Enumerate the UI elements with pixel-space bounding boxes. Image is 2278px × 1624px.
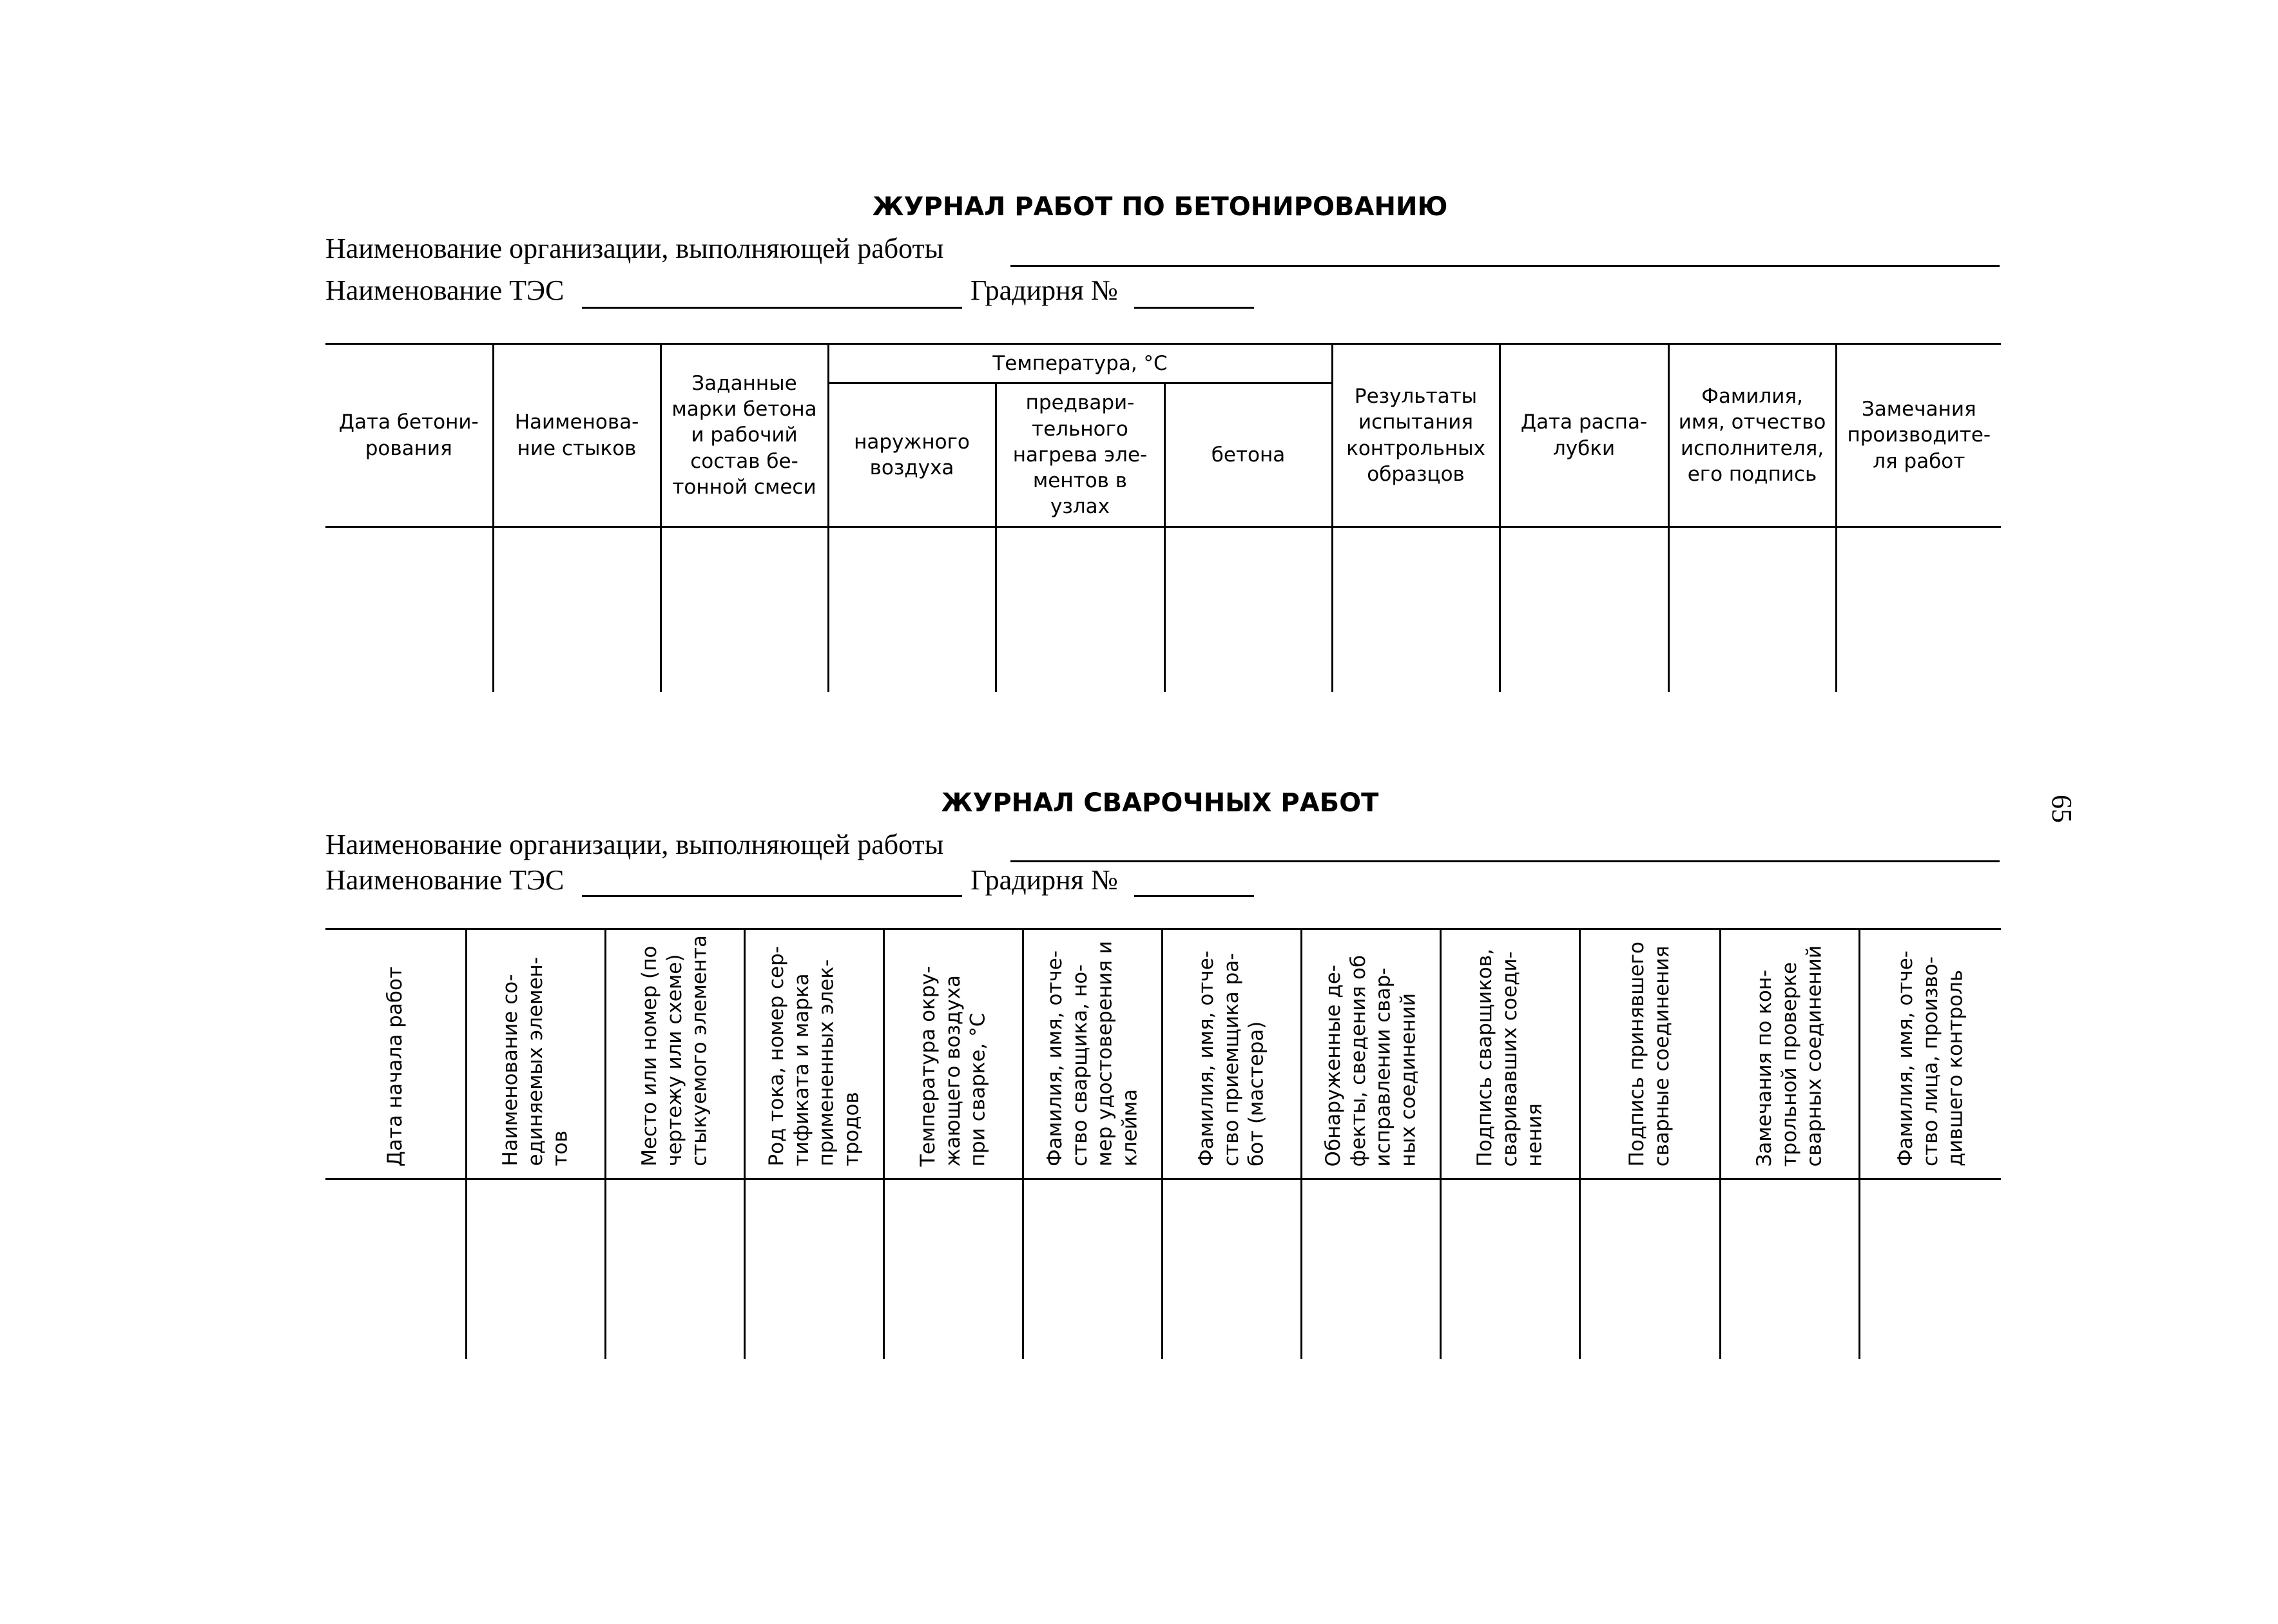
table-cell[interactable] xyxy=(605,1179,744,1360)
table-cell[interactable] xyxy=(1836,527,2001,693)
table-row xyxy=(325,527,2001,693)
table-cell[interactable] xyxy=(1579,1179,1720,1360)
col-welders-signature: Подпись сварщиков, сваривавших соеди- нения xyxy=(1440,929,1579,1179)
tes-name-blank[interactable] xyxy=(582,895,962,897)
table-cell[interactable] xyxy=(883,1179,1023,1360)
welding-journal-table xyxy=(325,928,2001,1359)
col-acceptor-signature: Подпись принявшего сварные соединения xyxy=(1579,929,1720,1179)
col-formwork-removal-date: Дата распа- лубки xyxy=(1500,344,1668,527)
page-number: 65 xyxy=(2046,795,2078,823)
col-joined-elements: Наименование со- единяемых элемен- тов xyxy=(466,929,605,1179)
welding-journal-title: ЖУРНАЛ СВАРОЧНЫХ РАБОТ xyxy=(941,788,1379,818)
table-cell[interactable] xyxy=(661,527,828,693)
welding-org-line xyxy=(325,828,943,867)
org-name-blank[interactable] xyxy=(1010,860,2000,862)
table-cell[interactable] xyxy=(1301,1179,1440,1360)
cooling-tower-number-blank[interactable] xyxy=(1134,307,1254,309)
col-executor-signature: Фамилия, имя, отчество исполнителя, его подпись xyxy=(1668,344,1836,527)
concrete-tes-line xyxy=(325,274,564,313)
col-test-results: Результаты испытания контрольных образцов xyxy=(1332,344,1500,527)
table-cell[interactable] xyxy=(744,1179,883,1360)
table-cell[interactable] xyxy=(1720,1179,1859,1360)
col-group-temperature: Температура, °С xyxy=(828,344,1332,383)
col-joint-names: Наименова- ние стыков xyxy=(493,344,661,527)
org-label: Наименование организации, выполняющей работы xyxy=(325,233,944,264)
col-temp-outdoor-air: наружного воздуха xyxy=(828,383,996,527)
org-label: Наименование организации, выполняющей работы xyxy=(325,829,944,860)
tes-label: Наименование ТЭС xyxy=(325,864,565,896)
concrete-org-line xyxy=(325,232,943,271)
table-cell[interactable] xyxy=(1668,527,1836,693)
col-inspection-remarks: Замечания по кон- трольной проверке сварных соединений xyxy=(1720,929,1859,1179)
org-name-blank[interactable] xyxy=(1010,265,2000,267)
col-temp-concrete: бетона xyxy=(1164,383,1332,527)
col-welder-name: Фамилия, имя, отче- ство сварщика, но- мер удостоверения и клейма xyxy=(1023,929,1162,1179)
col-work-start-date: Дата начала работ xyxy=(325,929,466,1179)
table-cell[interactable] xyxy=(828,527,996,693)
table-row xyxy=(325,1179,2001,1360)
cooling-tower-label: Градирня № xyxy=(970,864,1118,896)
table-cell[interactable] xyxy=(466,1179,605,1360)
table-cell[interactable] xyxy=(1440,1179,1579,1360)
col-current-electrodes: Род тока, номер сер- тификата и марка примененных элек- тродов xyxy=(744,929,883,1179)
table-cell[interactable] xyxy=(1500,527,1668,693)
col-inspector-name: Фамилия, имя, отче- ство приемщика ра- бот (мастера) xyxy=(1162,929,1301,1179)
welding-tes-line xyxy=(325,864,564,902)
cooling-tower-line xyxy=(970,864,1118,902)
col-controller-name: Фамилия, имя, отче- ство лица, произво- дившего контроль xyxy=(1859,929,2001,1179)
cooling-tower-line xyxy=(970,274,1118,313)
table-cell[interactable] xyxy=(1164,527,1332,693)
col-contractor-remarks: Замечания производите- ля работ xyxy=(1836,344,2001,527)
table-cell[interactable] xyxy=(325,1179,466,1360)
col-ambient-temperature: Температура окру- жающего воздуха при сварке, °С xyxy=(883,929,1023,1179)
cooling-tower-number-blank[interactable] xyxy=(1134,895,1254,897)
col-joint-location: Место или номер (по чертежу или схеме) стыкуемого элемента xyxy=(605,929,744,1179)
table-cell[interactable] xyxy=(1023,1179,1162,1360)
concrete-journal-table xyxy=(325,343,2001,692)
table-cell[interactable] xyxy=(1162,1179,1301,1360)
col-temp-preheat: предвари- тельного нагрева эле- ментов в узлах xyxy=(996,383,1164,527)
concrete-journal-title: ЖУРНАЛ РАБОТ ПО БЕТОНИРОВАНИЮ xyxy=(872,192,1448,222)
col-concrete-grades: Заданные марки бетона и рабочий состав бе- тонной смеси xyxy=(661,344,828,527)
col-defects-found: Обнаруженные де- фекты, сведения об исправлении свар- ных соединений xyxy=(1301,929,1440,1179)
tes-label: Наименование ТЭС xyxy=(325,275,565,306)
table-cell[interactable] xyxy=(996,527,1164,693)
table-cell[interactable] xyxy=(1859,1179,2001,1360)
tes-name-blank[interactable] xyxy=(582,307,962,309)
table-cell[interactable] xyxy=(493,527,661,693)
table-cell[interactable] xyxy=(325,527,493,693)
table-cell[interactable] xyxy=(1332,527,1500,693)
col-concrete-date: Дата бетони- рования xyxy=(325,344,493,527)
cooling-tower-label: Градирня № xyxy=(970,275,1118,306)
